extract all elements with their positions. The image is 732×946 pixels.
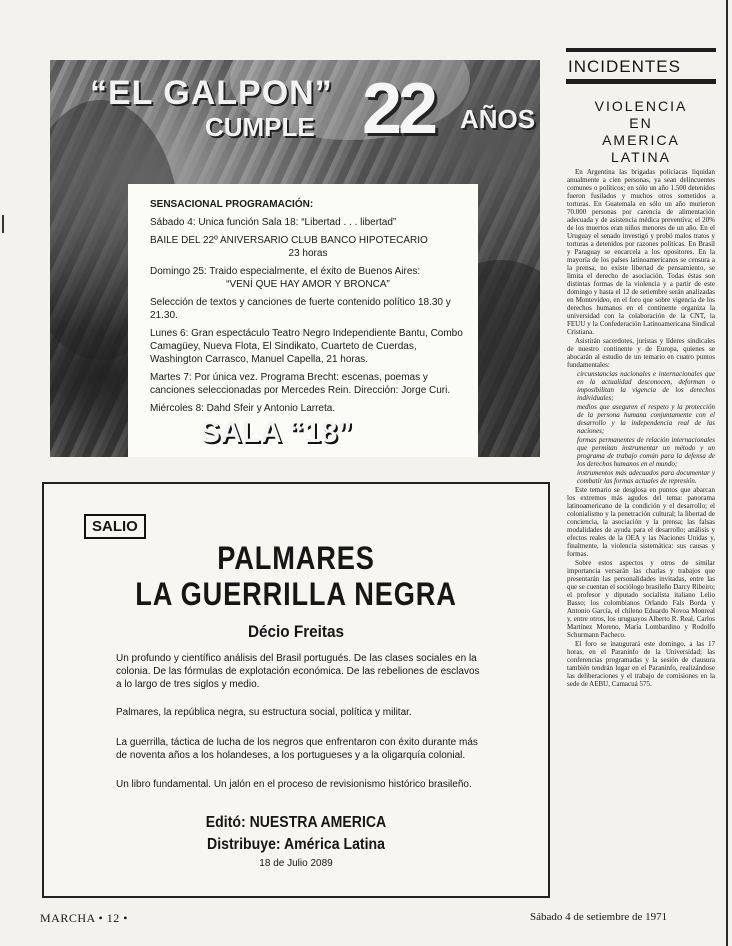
book-title-line2: LA GUERRILLA NEGRA: [135, 576, 457, 612]
book-author: Décio Freitas: [247, 622, 345, 641]
headline-line: LATINA: [611, 149, 671, 165]
article-paragraph: En Argentina las brigadas policíacas liquidan anualmente a cien personas, ya sean delincuentes comunes o políticos; en sólo un año 1.500 detenidos fueron fusilados y muchos otros sometidos a torturas. En Guatemala en sólo un año murieron 70.000 personas por carencia de alimentación adecuada y de asistencia médica preventiva; el 20% de los muertos eran niños menores de un año. En el Uruguay el senado investigó y probó malos tratos y torturas a detenidos por razones políticas. En Brasil y Paraguay se encarcela a los opositores. En la mayoría de los países latinoamericanos se censura a la prensa, no existe libertad de pensamiento, se limita el derecho de asociación. Todas éstas son distintas formas de la violencia y a partir de este domingo y hasta el 12 de setiembre serán analizadas en Montevideo, en el foro que sobre vigencia de los derechos humanos en el continente organiza la universidad con la colaboración de la CNT, la FEUU y la Confederación Latinoamericana Sindical Cristiana.: [567, 168, 715, 336]
book-paragraph: La guerrilla, táctica de lucha de los negros que enfrentaron con éxito durante más de noventa años a los holandeses, a los portugueses y a la oligarquía colonial.: [116, 737, 478, 761]
program-line: Martes 7: Por única vez. Programa Brecht: escenas, poemas y canciones seleccionadas por Mercedes Rein. Dirección: Jorge Curi.: [150, 372, 451, 396]
section-rule: [566, 79, 716, 84]
galpon-headline: [90, 69, 536, 149]
article-bullet: medios que aseguren el respeto y la protección de la persona humana conjuntamente con el desarrollo y la independencia real de las naciones;: [577, 403, 715, 435]
book-address: 18 de Julio 2089: [259, 858, 333, 869]
section-title: INCIDENTES: [568, 57, 681, 76]
incidentes-section: [566, 48, 716, 166]
program-line: Selección de textos y canciones de fuerte contenido político 18.30 y 21.30.: [150, 297, 451, 321]
program-heading: SENSACIONAL PROGRAMACIÓN:: [150, 199, 314, 210]
program-line: BAILE DEL 22º ANIVERSARIO CLUB BANCO HIPOTECARIO: [150, 235, 428, 246]
margin-mark: [2, 215, 4, 233]
headline-line: VIOLENCIA: [594, 98, 688, 114]
article-paragraph: Asistirán sacerdotes, juristas y líderes sindicales de nuestro continente y de Europa, quienes se abocarán al estudio de un temario en cuatro puntos fundamentales:: [567, 337, 715, 369]
article-headline: [566, 98, 716, 166]
salio-badge: SALIO: [84, 514, 146, 539]
page-edge-line: [726, 0, 728, 946]
program-line: Domingo 25: Traido especialmente, el éxito de Buenos Aires:: [150, 266, 421, 277]
article-paragraph: Sobre estos aspectos y otros de similar importancia versarán las charlas y trabajos que presentarán las personalidades invitadas, entre las que se cuentan el sociólogo brasileño Darcy Ribeiro; el profesor y diputado socialista italiano Lelio Basso; los colombianos Orlando Fals Borda y Antonio García, el chileno Eduardo Novoa Monreal y, entre otros, los uruguayos Alberto R. Real, Carlos Martínez Moreno, María Lombardino y Rodolfo Schurmann Pacheco.: [567, 559, 715, 639]
book-distributor: Distribuye: América Latina: [207, 836, 385, 853]
article-bullet: instrumentos más adecuados para documentar y combatir las formas actuales de represión.: [577, 469, 715, 485]
headline-line: AMERICA: [602, 132, 680, 148]
palmares-advertisement: [42, 482, 550, 898]
book-title-line1: PALMARES: [217, 540, 375, 576]
section-rule: [566, 48, 716, 52]
article-body: [567, 168, 715, 900]
galpon-anniversary-number: 22: [362, 69, 435, 149]
book-paragraph: Un libro fundamental. Un jalón en el proceso de revisionismo histórico brasileño.: [116, 779, 472, 790]
galpon-anos: AÑOS: [460, 104, 536, 134]
footer-date: Sábado 4 de setiembre de 1971: [530, 911, 668, 923]
footer-publication: MARCHA • 12 •: [40, 911, 128, 925]
book-paragraph: Palmares, la república negra, su estructura social, política y militar.: [116, 707, 412, 718]
program-line: Miércoles 8: Dahd Sfeir y Antonio Larreta.: [150, 403, 336, 414]
program-line: Lunes 6: Gran espectáculo Teatro Negro Independiente Bantu, Combo Camagüey, Nueva Flota, El Sindikato, Cuarteto de Cuerdas, Washington Carrasco, Manuel Capella, 21 horas.: [150, 328, 463, 365]
sala-18-label: SALA “18”: [200, 416, 353, 449]
galpon-advertisement: [50, 60, 540, 457]
galpon-title: “EL GALPON”: [90, 74, 333, 112]
galpon-cumple: CUMPLE: [205, 112, 315, 142]
program-line: “VENÍ QUE HAY AMOR Y BRONCA”: [226, 279, 390, 290]
headline-line: EN: [629, 115, 653, 131]
article-bullet: circunstancias nacionales e internacionales que en la actualidad desconocen, deforman o imposibilitan la vigencia de los derechos individuales;: [577, 370, 715, 402]
book-editor: Editó: NUESTRA AMERICA: [205, 814, 387, 831]
book-paragraph: Un profundo y científico análisis del Brasil portugués. De las clases sociales en la colonia. De las fórmulas de explotación económica. De las rebeliones de esclavos a lo largo de tres siglos y medio.: [116, 653, 480, 690]
program-line: 23 horas: [288, 248, 328, 259]
article-paragraph: Este temario se desglosa en puntos que abarcan los extremos más agudos del tema: panorama latinoamericano de la condición y el desarrollo; el colonialismo y la penetración cultural; la libertad de conciencia, la asociación y la prensa; las falsas modalidades de ayuda para el desarrollo; análisis y efectos reales de la OEA y las Naciones Unidas y, finalmente, la violencia sistemática: sus causas y formas.: [567, 486, 715, 558]
program-line: Sábado 4: Unica función Sala 18: “Libertad . . . libertad”: [150, 217, 397, 228]
article-paragraph: El foro se inaugurará este domingo, a las 17 horas, en el Paraninfo de la Universidad; las conferencias programadas y la sesión de clausura también tendrán lugar en el Paraninfo, realizándose las deliberaciones y el trabajo de comisiones en la sede de AEBU, Camacuá 575.: [567, 640, 715, 688]
article-bullet: formas permanentes de relación internacionales que permitan instrumentar un método y un programa de trabajo común para la defensa de los derechos humanos en el mundo;: [577, 436, 715, 468]
